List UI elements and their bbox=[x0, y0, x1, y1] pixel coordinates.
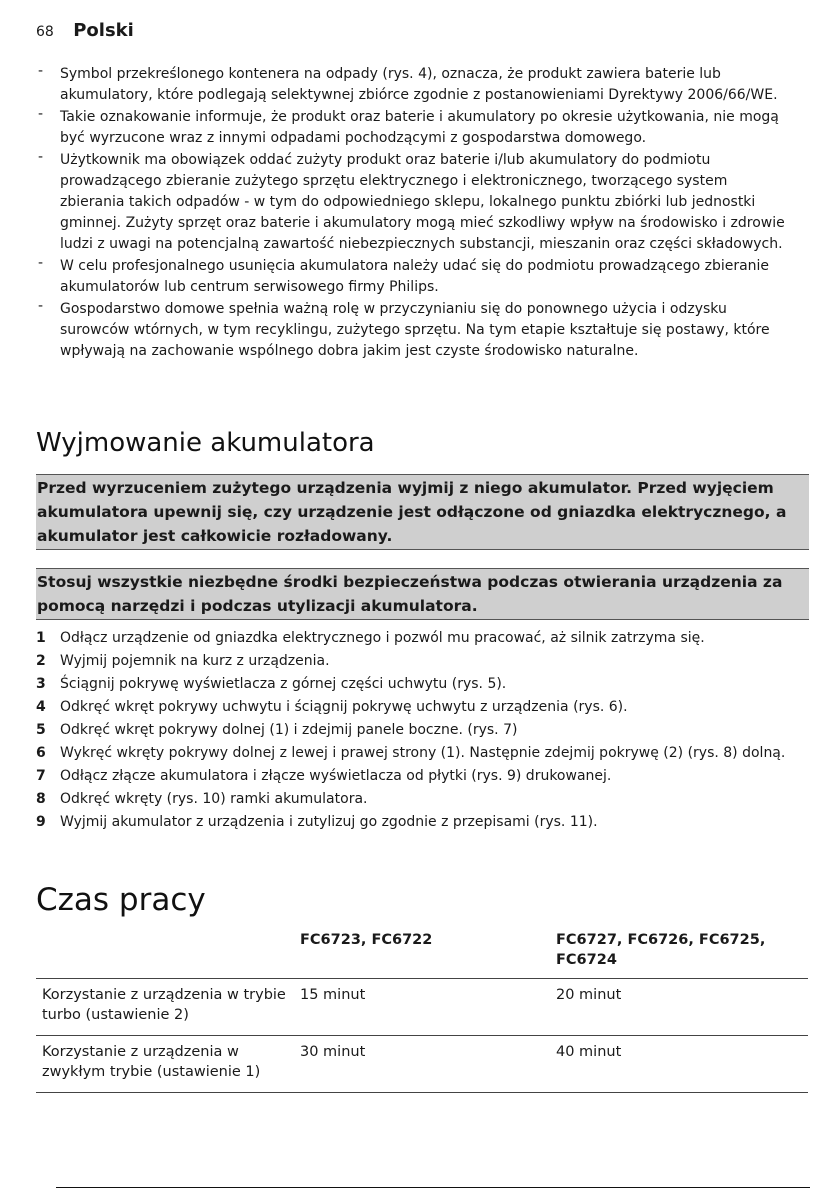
list-item: - Użytkownik ma obowiązek oddać zużyty produkt oraz baterie i/lub akumulatory do podmiotu prowadzącego zbieranie zużytego sprzętu elektrycznego i elektronicznego, tworzącego system zbierania takich odpadów - w tym do odpowiedniego sklepu, lokalnego punktu zbiórki lub jednostki gminnej. Zużyty sprzęt oraz baterie i akumulatory mogą mieć szkodliwy wpływ na środowisko i zdrowie ludzi z uwagi na potencjalną zawartość niebezpiecznych substancji, mieszanin oraz części składowych. bbox=[38, 149, 785, 252]
warning-box-discharge: Przed wyrzuceniem zużytego urządzenia wyjmij z niego akumulator. Przed wyjęciem akumulatora upewnij się, czy urządzenie jest odłączone od gniazdka elektrycznego, a akumulator jest całkowicie rozładowany. bbox=[36, 474, 809, 550]
table-header-cell bbox=[36, 930, 298, 970]
table-cell: Korzystanie z urządzenia w zwykłym trybie (ustawienie 1) bbox=[42, 1044, 261, 1080]
table-row bbox=[36, 1036, 808, 1093]
table-header-row bbox=[36, 926, 808, 979]
list-item: - W celu profesjonalnego usunięcia akumulatora należy udać się do podmiotu prowadzącego zbieranie akumulatorów lub centrum serwisowego firmy Philips. bbox=[38, 255, 770, 295]
step-item: 8 Odkręć wkręty (rys. 10) ramki akumulatora. bbox=[36, 791, 368, 807]
list-item: - Symbol przekreślonego kontenera na odpady (rys. 4), oznacza, że produkt zawiera baterie lub akumulatory, które podlegają selektywnej zbiórce zgodnie z postanowieniami Dyrektywy 2006/66/WE. bbox=[38, 63, 778, 103]
table-row bbox=[36, 979, 808, 1036]
worktime-table bbox=[36, 926, 808, 1093]
step-item: 6 Wykręć wkręty pokrywy dolnej z lewej i prawej strony (1). Następnie zdejmij pokrywę (2) (rys. 8) dolną. bbox=[36, 745, 786, 761]
step-item: 3 Ściągnij pokrywę wyświetlacza z górnej części uchwytu (rys. 5). bbox=[36, 676, 507, 692]
step-item: 1 Odłącz urządzenie od gniazdka elektrycznego i pozwól mu pracować, aż silnik zatrzyma się. bbox=[36, 630, 705, 646]
table-header-cell: FC6727, FC6726, FC6725, FC6724 bbox=[556, 932, 766, 968]
list-item: - Gospodarstwo domowe spełnia ważną rolę w przyczynianiu się do ponownego użycia i odzysku surowców wtórnych, w tym recyklingu, zużytego sprzętu. Na tym etapie kształtuje się postawy, które wpływają na zachowanie wspólnego dobra jakim jest czyste środowisko naturalne. bbox=[38, 298, 770, 359]
step-item: 7 Odłącz złącze akumulatora i złącze wyświetlacza od płytki (rys. 9) drukowanej. bbox=[36, 768, 612, 784]
table-cell: 40 minut bbox=[556, 1044, 622, 1060]
removal-steps-list bbox=[36, 628, 808, 835]
table-cell: 15 minut bbox=[300, 987, 366, 1003]
list-item: - Takie oznakowanie informuje, że produkt oraz baterie i akumulatory po okresie użytkowania, nie mogą być wyrzucone wraz z innymi odpadami pochodzącymi z gospodarstwa domowego. bbox=[38, 106, 779, 146]
section-title-removal: Wyjmowanie akumulatora bbox=[36, 428, 375, 458]
table-header-cell: FC6723, FC6722 bbox=[300, 932, 433, 948]
footer-divider bbox=[56, 1187, 810, 1188]
step-item: 9 Wyjmij akumulator z urządzenia i zutylizuj go zgodnie z przepisami (rys. 11). bbox=[36, 814, 598, 830]
section-title-worktime: Czas pracy bbox=[36, 882, 206, 918]
language-label: Polski bbox=[73, 20, 134, 41]
step-item: 2 Wyjmij pojemnik na kurz z urządzenia. bbox=[36, 653, 330, 669]
table-cell: 20 minut bbox=[556, 987, 622, 1003]
page-number: 68 bbox=[36, 24, 54, 40]
table-cell: Korzystanie z urządzenia w trybie turbo (ustawienie 2) bbox=[42, 987, 286, 1023]
step-item: 5 Odkręć wkręt pokrywy dolnej (1) i zdejmij panele boczne. (rys. 7) bbox=[36, 722, 518, 738]
page-header bbox=[36, 20, 134, 41]
disposal-bullet-list bbox=[36, 64, 792, 363]
step-item: 4 Odkręć wkręt pokrywy uchwytu i ściągnij pokrywę uchwytu z urządzenia (rys. 6). bbox=[36, 699, 628, 715]
table-cell: 30 minut bbox=[300, 1044, 366, 1060]
warning-box-safety: Stosuj wszystkie niezbędne środki bezpieczeństwa podczas otwierania urządzenia za pomocą narzędzi i podczas utylizacji akumulatora. bbox=[36, 568, 809, 620]
